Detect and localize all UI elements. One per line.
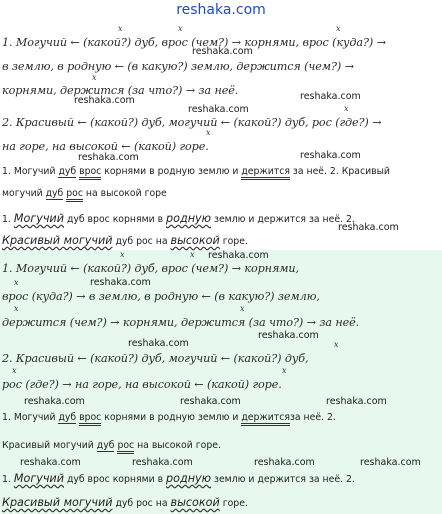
x-mark: x [14, 278, 19, 287]
x-mark: x [336, 24, 341, 33]
attribute-underline: родную [166, 212, 212, 225]
watermark: reshaka.com [258, 330, 319, 341]
sentence-main-members: Красивый могучий дуб рос на высокой горе. [2, 440, 221, 451]
predicate-underline: врос [79, 166, 101, 180]
watermark: reshaka.com [90, 277, 151, 288]
x-mark: x [190, 250, 195, 259]
sentence-main-members: могучий дуб рос на высокой горе [2, 188, 167, 199]
x-mark: x [12, 366, 17, 375]
scheme-line: рос (где?) → на горе, на высокой ← (какой) горе. [2, 378, 282, 391]
attribute-underline: Красивый могучий [2, 496, 113, 509]
watermark: reshaka.com [338, 222, 399, 233]
sentence-attributes: Красивый могучий дуб рос на высокой горе. [2, 234, 248, 247]
sentence-main-members: 1. Могучий дуб врос корнями в родную землю и держится за неё. 2. Красивый [2, 166, 390, 177]
watermark: reshaka.com [192, 46, 253, 57]
predicate-underline: держится [241, 412, 290, 426]
scheme-line: 2. Красивый ← (какой?) дуб, могучий ← (какой?) дуб, [2, 352, 309, 365]
sentence-attributes: Красивый могучий дуб рос на высокой горе. [2, 496, 248, 509]
watermark: reshaka.com [326, 396, 387, 407]
x-mark: x [120, 250, 125, 259]
sentence-attributes: 1. Могучий дуб врос корнями в родную землю и держится за неё. 2. [2, 472, 355, 485]
subject-underline: дуб [45, 188, 64, 199]
predicate-underline: рос [117, 440, 134, 454]
scheme-line: корнями, держится (за что?) → за неё. [2, 84, 239, 97]
site-title[interactable]: reshaka.com [176, 2, 266, 18]
watermark: reshaka.com [360, 457, 421, 468]
watermark: reshaka.com [300, 91, 361, 102]
attribute-underline: Могучий [13, 212, 64, 225]
watermark: reshaka.com [180, 396, 241, 407]
watermark: reshaka.com [78, 152, 139, 163]
watermark: reshaka.com [128, 338, 189, 349]
sentence-main-members: 1. Могучий дуб врос корнями в родную землю и держитсяза неё. 2. [2, 412, 336, 423]
watermark: reshaka.com [20, 457, 81, 468]
scheme-line: на горе, на высокой ← (какой) горе. [2, 140, 209, 153]
x-mark: x [92, 73, 97, 82]
subject-underline: дуб [58, 166, 77, 177]
x-mark: x [206, 128, 211, 137]
x-mark: x [334, 340, 339, 349]
x-mark: x [240, 304, 245, 313]
scheme-line: 2. Красивый ← (какой?) дуб, могучий ← (какой?) дуб, рос (где?) → [2, 116, 382, 129]
watermark: reshaka.com [300, 150, 361, 161]
predicate-underline: держится [241, 166, 290, 180]
predicate-underline: врос [79, 412, 101, 426]
x-mark: x [118, 24, 123, 33]
attribute-underline: Красивый могучий [2, 234, 113, 247]
attribute-underline: высокой [170, 234, 220, 247]
scheme-line: 1. Могучий ← (какой?) дуб, врос (чем?) → корнями, врос (куда?) → [2, 36, 386, 49]
watermark: reshaka.com [24, 396, 85, 407]
attribute-underline: Могучий [13, 472, 64, 485]
x-mark: x [178, 24, 183, 33]
attribute-underline: родную [166, 472, 212, 485]
x-mark: x [14, 304, 19, 313]
predicate-underline: рос [66, 188, 83, 202]
x-mark: x [344, 104, 349, 113]
scheme-line: 1. Могучий ← (какой?) дуб, врос (чем?) → корнями, [2, 262, 299, 275]
attribute-underline: высокой [170, 496, 220, 509]
watermark: reshaka.com [74, 95, 135, 106]
x-mark: x [282, 366, 287, 375]
scheme-line: врос (куда?) → в землю, в родную ← (в какую?) землю, [2, 290, 320, 303]
scheme-line: в землю, в родную ← (в какую?) землю, держится (чем?) → [2, 60, 354, 73]
watermark: reshaka.com [188, 104, 249, 115]
watermark: reshaka.com [254, 457, 315, 468]
subject-underline: дуб [96, 440, 115, 451]
watermark: reshaka.com [132, 457, 193, 468]
scheme-line: держится (чем?) → корнями, держится (за что?) → за неё. [2, 316, 360, 329]
watermark: reshaka.com [208, 250, 269, 261]
sentence-attributes: 1. Могучий дуб врос корнями в родную землю и держится за неё. 2. [2, 212, 355, 225]
subject-underline: дуб [58, 412, 77, 423]
